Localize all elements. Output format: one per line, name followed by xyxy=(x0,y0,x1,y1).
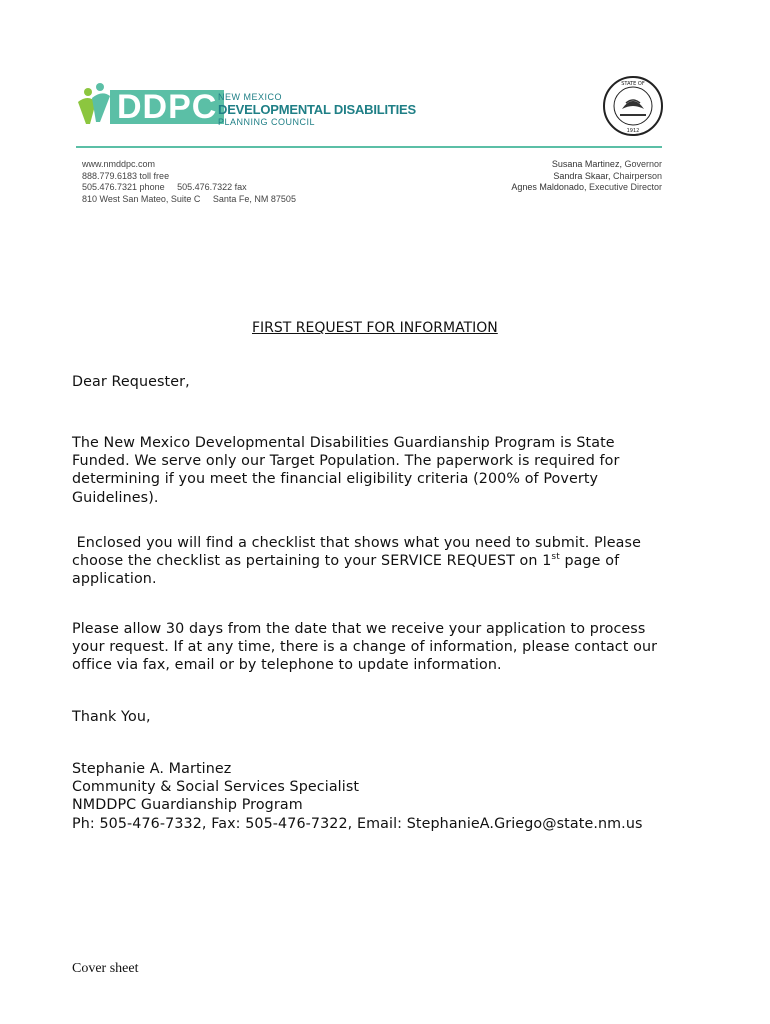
logo-wordmark: DDPC xyxy=(110,90,224,124)
officials-list xyxy=(511,159,662,194)
svg-text:1912: 1912 xyxy=(626,128,640,134)
signer-contact: Ph: 505-476-7332, Fax: 505-476-7322, Email: StephanieA.Griego@state.nm.us xyxy=(72,815,643,832)
greeting: Dear Requester, xyxy=(72,374,190,390)
paragraph-checklist: Enclosed you will find a checklist that shows what you need to submit. Please choose the checklist as pertaining to your SERVICE REQUEST on 1st page of application. xyxy=(72,535,641,588)
header-divider xyxy=(76,146,662,148)
phone-fax-text: 505.476.7321 phone 505.476.7322 fax xyxy=(82,182,247,192)
contact-info xyxy=(82,159,296,205)
letter-title: FIRST REQUEST FOR INFORMATION xyxy=(252,320,498,336)
official-director: Agnes Maldonado, Executive Director xyxy=(511,182,662,192)
official-chairperson: Sandra Skaar, Chairperson xyxy=(553,170,662,181)
paragraph-processing: Please allow 30 days from the date that we receive your application to process your request. If at any time, there is a change of information, please contact our office via fax, email or by telephone to update information. xyxy=(72,621,658,674)
closing: Thank You, xyxy=(72,709,151,725)
website-text: www.nmddpc.com xyxy=(82,159,156,169)
signer-title: Community & Social Services Specialist xyxy=(72,779,360,796)
org-name-line3: PLANNING COUNCIL xyxy=(218,117,316,127)
paragraph-program: The New Mexico Developmental Disabilities Guardianship Program is State Funded. We serve only our Target Population. The paperwork is required for determining if you meet the financial eligibility criteria (200% of Poverty Guidelines). xyxy=(72,435,620,506)
svg-text:STATE OF: STATE OF xyxy=(621,81,645,87)
signer-name: Stephanie A. Martinez xyxy=(72,761,232,777)
official-governor: Susana Martinez, Governor xyxy=(551,159,662,169)
toll-free-text: 888.779.6183 toll free xyxy=(82,170,170,181)
org-name-line2: DEVELOPMENTAL DISABILITIES xyxy=(218,102,417,117)
footer-label: Cover sheet xyxy=(72,961,139,976)
address-text: 810 West San Mateo, Suite C Santa Fe, NM 87505 xyxy=(82,193,296,204)
signer-program: NMDDPC Guardianship Program xyxy=(72,797,303,814)
signature-block xyxy=(72,760,692,833)
org-name-line1: NEW MEXICO xyxy=(218,92,283,102)
state-seal-icon xyxy=(602,75,664,137)
